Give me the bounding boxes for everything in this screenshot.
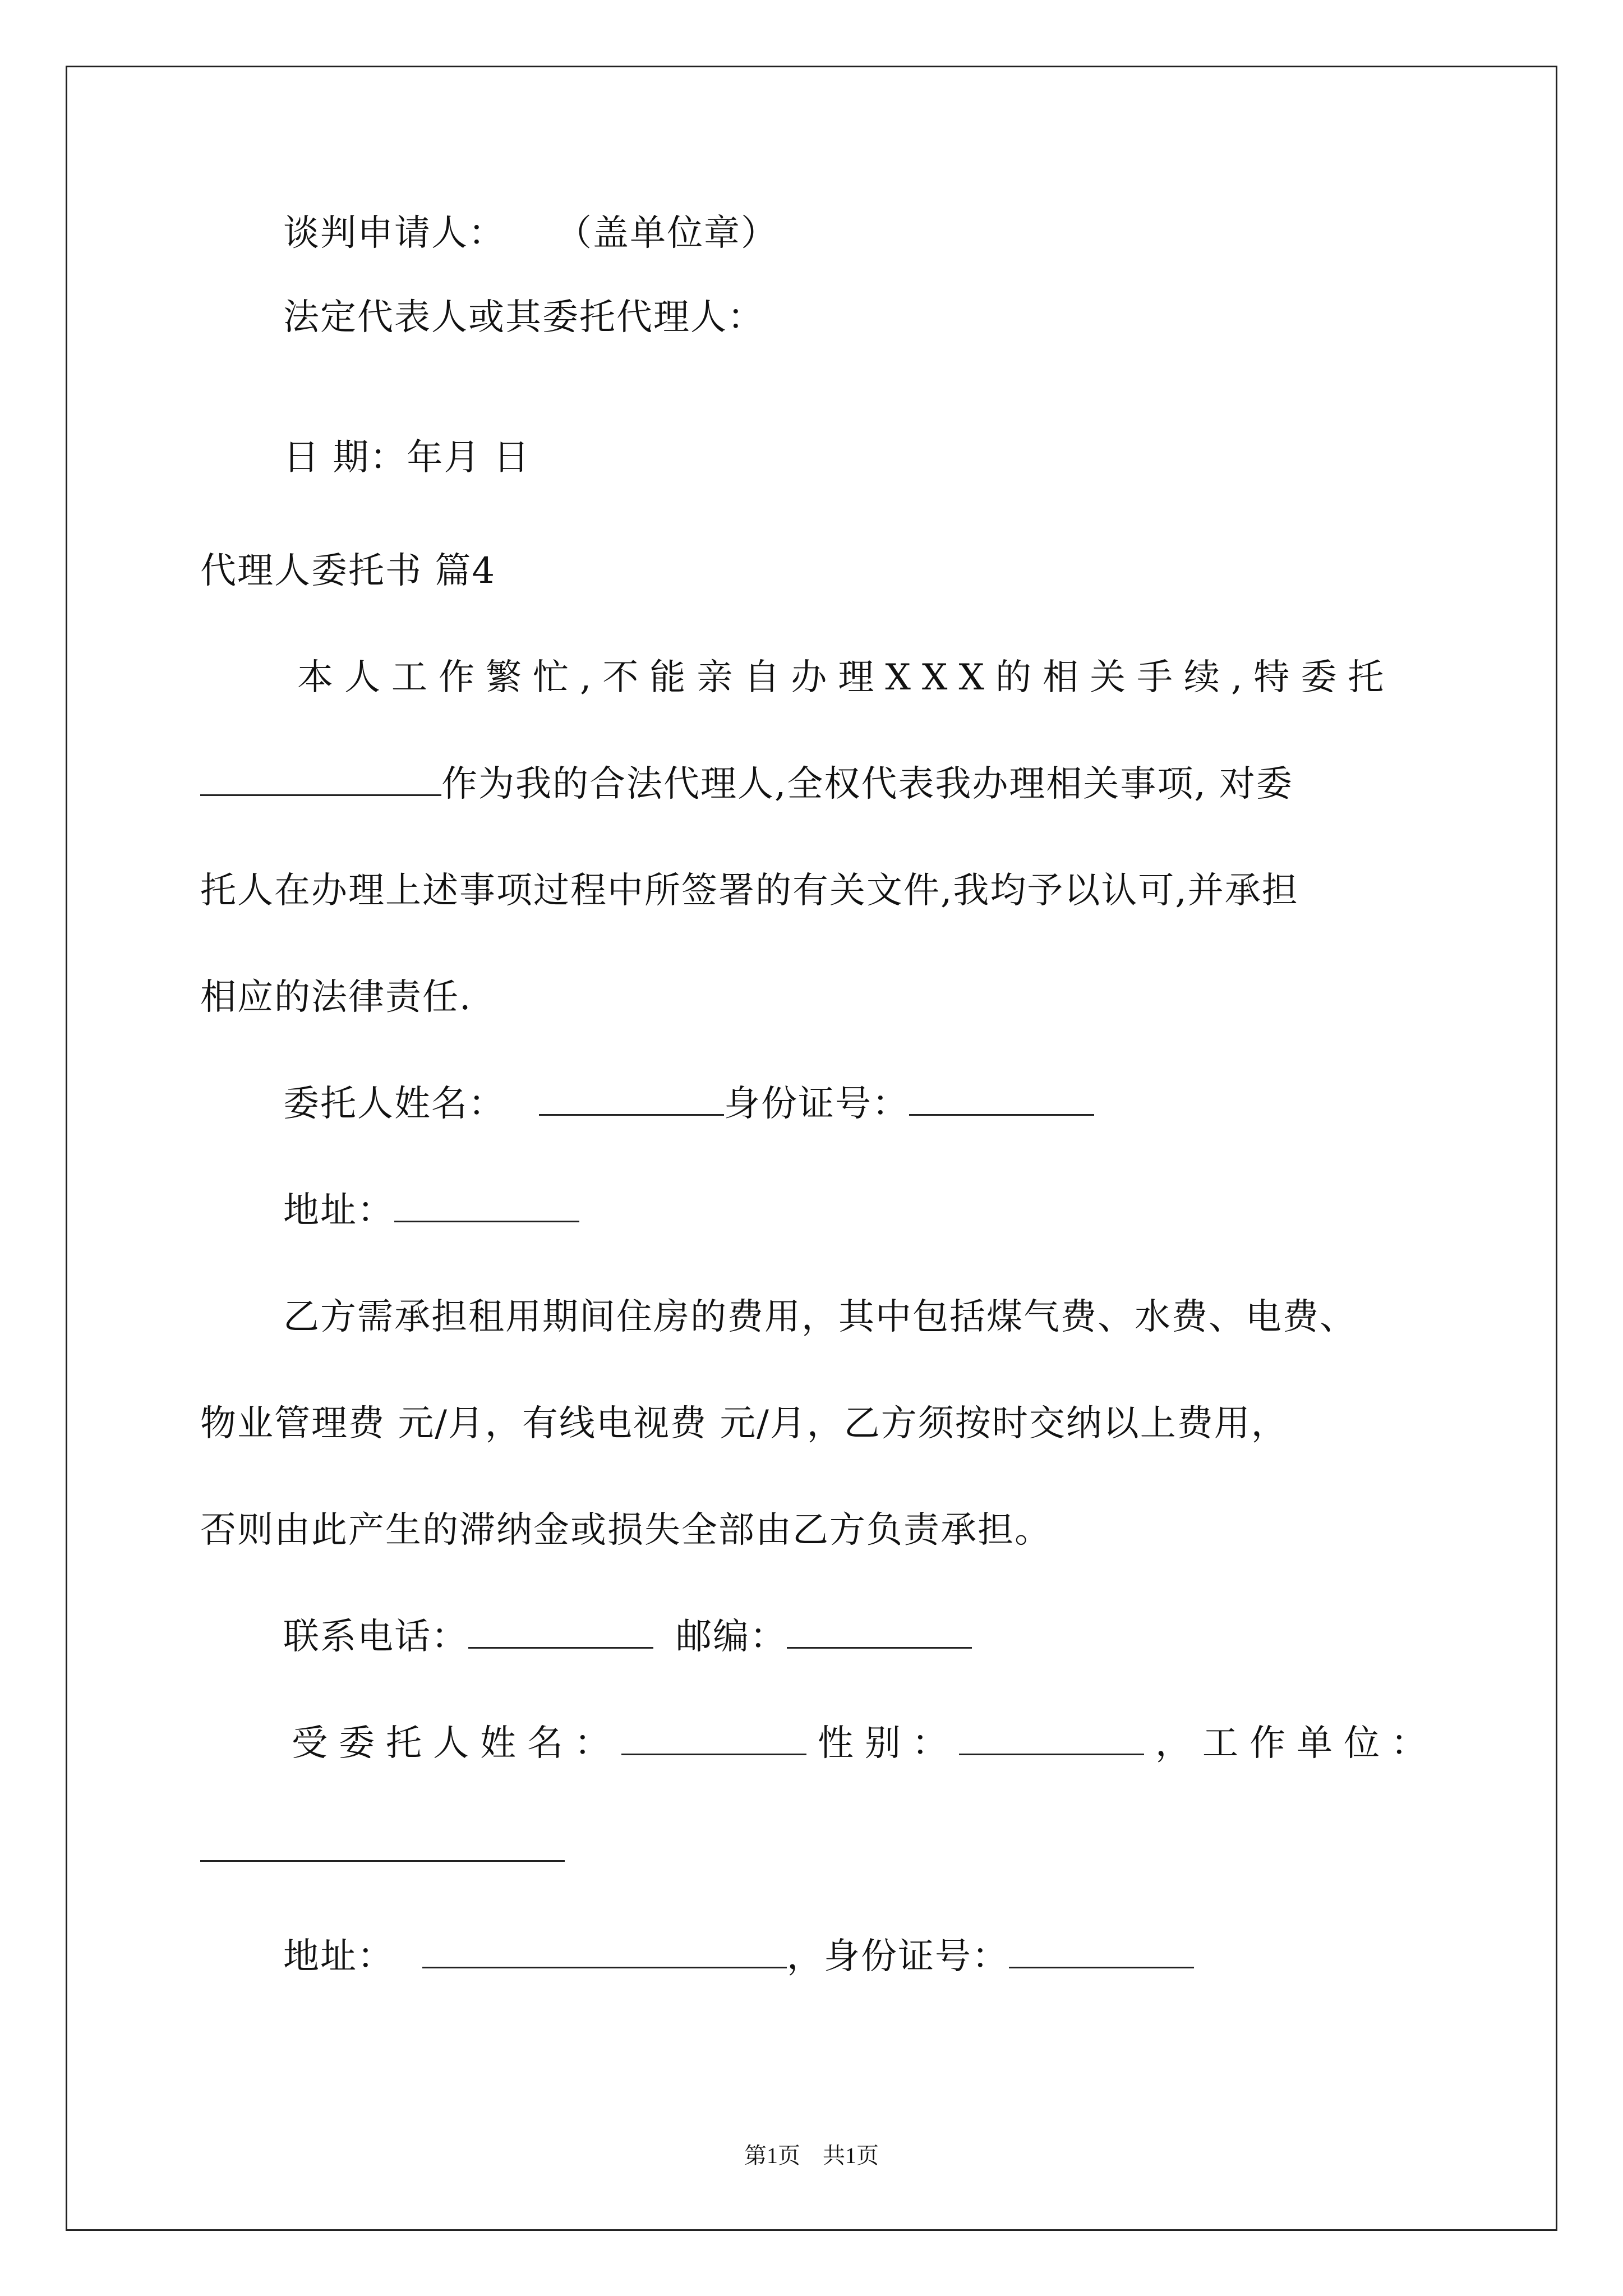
contact-line [283, 1614, 972, 1659]
paragraph-line-4: 相应的法律责任. [200, 977, 472, 1018]
representative-line: 法定代表人或其委托代理人： [283, 297, 764, 338]
employer-label: ，工作单位： [1155, 1723, 1438, 1764]
employer-blank-line [200, 1828, 565, 1872]
page-number: 第1页 共1页 [744, 2143, 879, 2168]
gender-label: 性别： [818, 1723, 959, 1764]
principal-address-blank [394, 1188, 579, 1222]
agent-info-line [292, 1721, 1438, 1766]
principal-id-label: 身份证号： [724, 1083, 909, 1125]
principal-id-blank [909, 1082, 1094, 1116]
paragraph-line-3: 托人在办理上述事项过程中所签署的有关文件,我均予以认可,并承担 [200, 870, 1299, 912]
page-border [66, 66, 1557, 2231]
principal-name-blank [539, 1082, 724, 1116]
fees-line-3: 否则由此产生的滞纳金或损失全部由乙方负责承担。 [200, 1510, 1052, 1551]
postcode-blank [787, 1614, 972, 1649]
principal-name-line [283, 1082, 1094, 1126]
section-heading: 代理人委托书 篇4 [200, 550, 496, 592]
agent-name-label: 受委托人姓名： [292, 1723, 621, 1764]
applicant-label: 谈判申请人： [283, 213, 505, 254]
postcode-label: 邮编： [676, 1616, 787, 1658]
agent-name-field-blank [621, 1721, 806, 1755]
date-line: 日 期：年月 日 [283, 437, 531, 478]
paragraph-line-2-text: 作为我的合法代理人,全权代表我办理相关事项, 对委 [441, 763, 1294, 805]
phone-label: 联系电话： [283, 1616, 468, 1658]
agent-id-label: ，身份证号： [787, 1936, 1009, 1977]
agent-address-label: 地址： [283, 1936, 394, 1977]
phone-blank [468, 1614, 653, 1649]
paragraph-line-1: 本人工作繁忙,不能亲自办理XXX的相关手续,特委托 [297, 657, 1395, 698]
fees-line-1: 乙方需承担租用期间住房的费用，其中包括煤气费、水费、电费、 [283, 1296, 1357, 1338]
paragraph-line-2 [200, 762, 1293, 807]
agent-address-line [283, 1934, 1194, 1979]
principal-name-label: 委托人姓名： [283, 1083, 505, 1125]
gender-blank [959, 1721, 1144, 1755]
principal-address-label: 地址： [283, 1190, 394, 1231]
employer-blank [200, 1828, 565, 1862]
applicant-line [283, 211, 778, 256]
agent-id-blank [1009, 1934, 1194, 1968]
seal-note: （盖单位章） [556, 213, 778, 254]
fees-line-2: 物业管理费 元/月，有线电视费 元/月，乙方须按时交纳以上费用， [200, 1403, 1288, 1444]
agent-name-blank [200, 762, 441, 796]
agent-address-blank [422, 1934, 787, 1968]
principal-address-line [283, 1188, 579, 1233]
